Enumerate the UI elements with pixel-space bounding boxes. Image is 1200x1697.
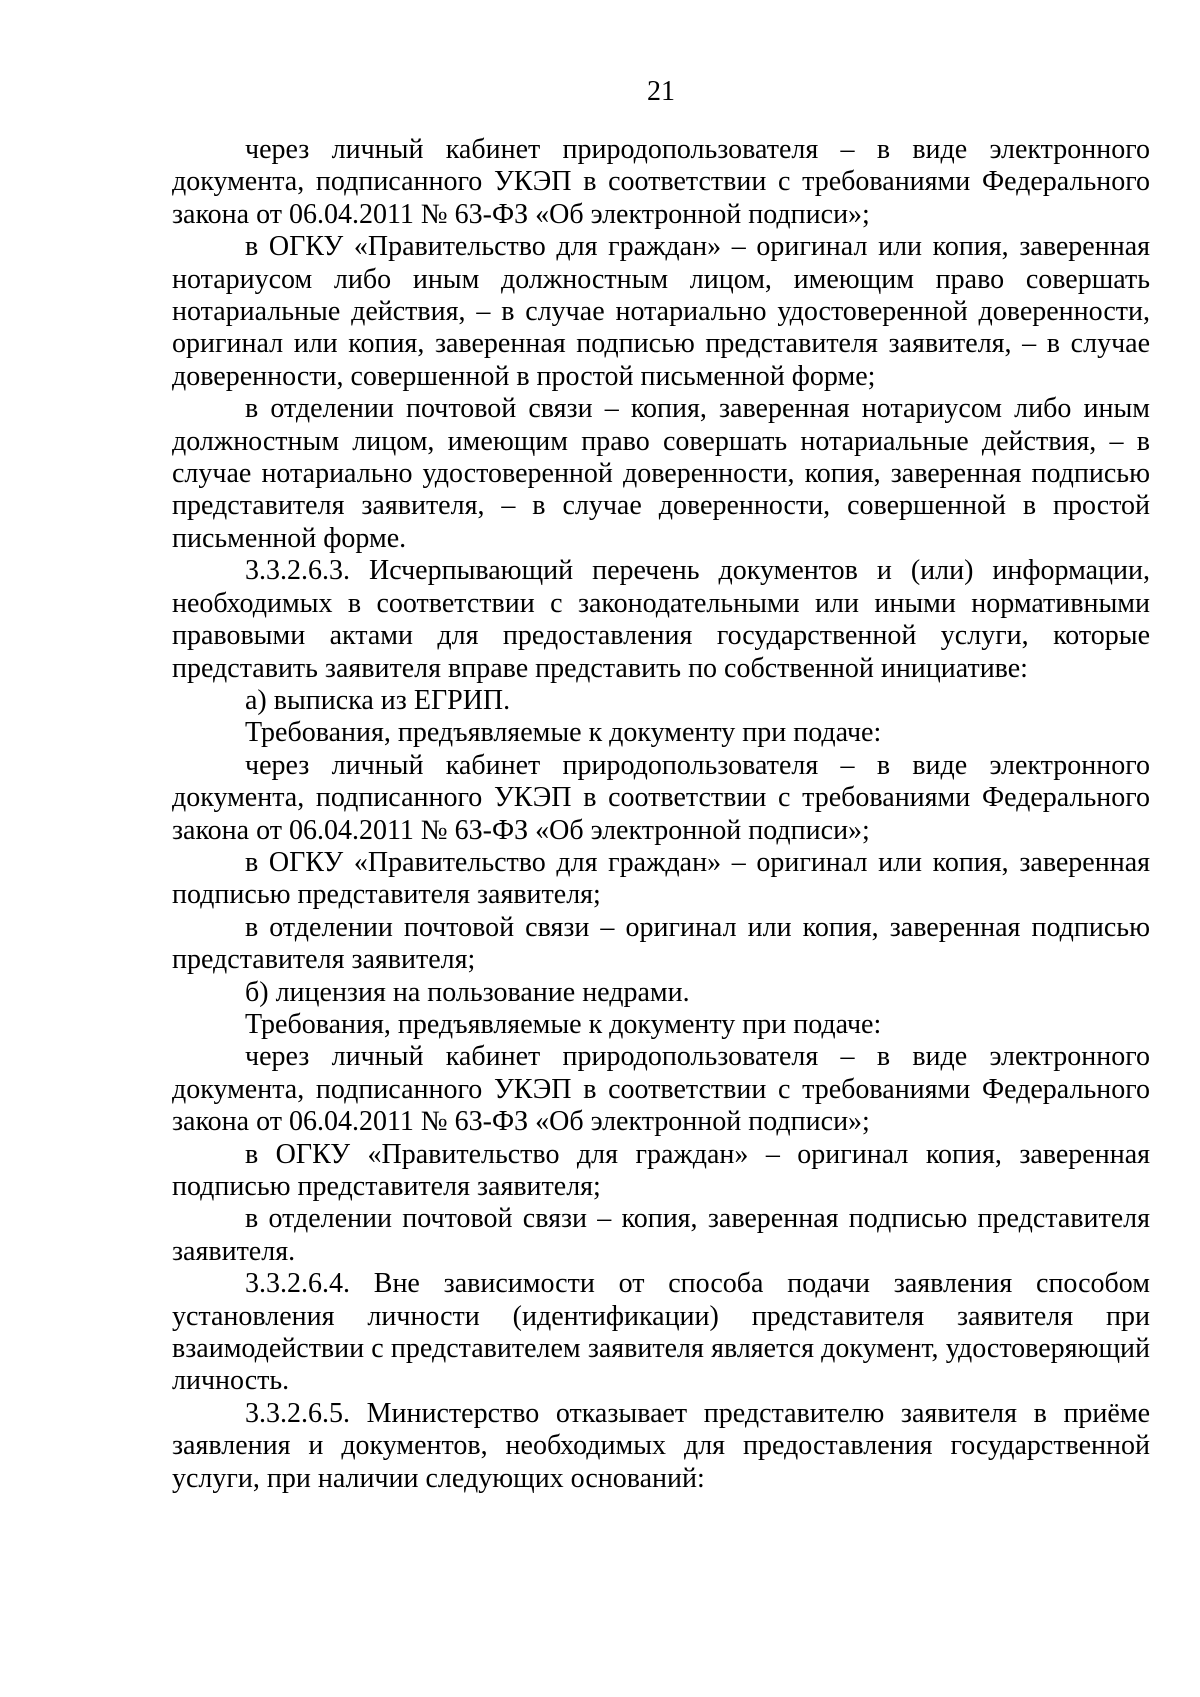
paragraph-post-office-requirement-3: в отделении почтовой связи – копия, заверенная подписью представителя заявителя. xyxy=(172,1203,1150,1267)
list-item-a: а) выписка из ЕГРИП. xyxy=(245,684,511,716)
requirements-heading-1: Требования, предъявляемые к документу при подаче: xyxy=(245,717,882,749)
paragraph-ogku-requirement-1: в ОГКУ «Правительство для граждан» – оригинал или копия, заверенная нотариусом либо иным должностным лицом, имеющим право совершать нотариальные действия, – в случае нотариально удостоверенной доверенности, оригинал или копия, заверенная подписью представителя заявителя, – в случае доверенности, совершенной в простой письменной форме; xyxy=(172,231,1150,392)
paragraph-section-3-3-2-6-4: 3.3.2.6.4. Вне зависимости от способа подачи заявления способом установления личности (идентификации) представителя заявителя при взаимодействии с представителем заявителя является документ, удостоверяющий личность. xyxy=(172,1268,1150,1397)
requirements-heading-2: Требования, предъявляемые к документу при подаче: xyxy=(245,1008,882,1040)
paragraph-ogku-requirement-3: в ОГКУ «Правительство для граждан» – оригинал копия, заверенная подписью представителя заявителя; xyxy=(172,1138,1150,1202)
document-body xyxy=(172,134,1150,1495)
page-number: 21 xyxy=(647,76,675,107)
list-item-b: б) лицензия на пользование недрами. xyxy=(245,976,690,1008)
paragraph-section-3-3-2-6-3: 3.3.2.6.3. Исчерпывающий перечень документов и (или) информации, необходимых в соответствии с законодательными или иными нормативными правовыми актами для предоставления государственной услуги, которые представить заявителя вправе представить по собственной инициативе: xyxy=(172,555,1150,684)
paragraph-post-office-requirement-1: в отделении почтовой связи – копия, заверенная нотариусом либо иным должностным лицом, имеющим право совершать нотариальные действия, – в случае нотариально удостоверенной доверенности, копия, заверенная подписью представителя заявителя, – в случае доверенности, совершенной в простой письменной форме. xyxy=(172,393,1150,554)
paragraph-personal-account-requirement-2: через личный кабинет природопользователя – в виде электронного документа, подписанного УКЭП в соответствии с требованиями Федерального закона от 06.04.2011 № 63-ФЗ «Об электронной подписи»; xyxy=(172,749,1150,846)
paragraph-post-office-requirement-2: в отделении почтовой связи – оригинал или копия, заверенная подписью представителя заявителя; xyxy=(172,911,1150,976)
paragraph-ogku-requirement-2: в ОГКУ «Правительство для граждан» – оригинал или копия, заверенная подписью представителя заявителя; xyxy=(172,846,1150,911)
paragraph-personal-account-requirement-1: через личный кабинет природопользователя – в виде электронного документа, подписанного УКЭП в соответствии с требованиями Федерального закона от 06.04.2011 № 63-ФЗ «Об электронной подписи»; xyxy=(172,134,1150,230)
paragraph-personal-account-requirement-3: через личный кабинет природопользователя – в виде электронного документа, подписанного УКЭП в соответствии с требованиями Федерального закона от 06.04.2011 № 63-ФЗ «Об электронной подписи»; xyxy=(172,1041,1150,1138)
paragraph-section-3-3-2-6-5: 3.3.2.6.5. Министерство отказывает представителю заявителя в приёме заявления и документов, необходимых для предоставления государственной услуги, при наличии следующих оснований: xyxy=(172,1397,1150,1494)
